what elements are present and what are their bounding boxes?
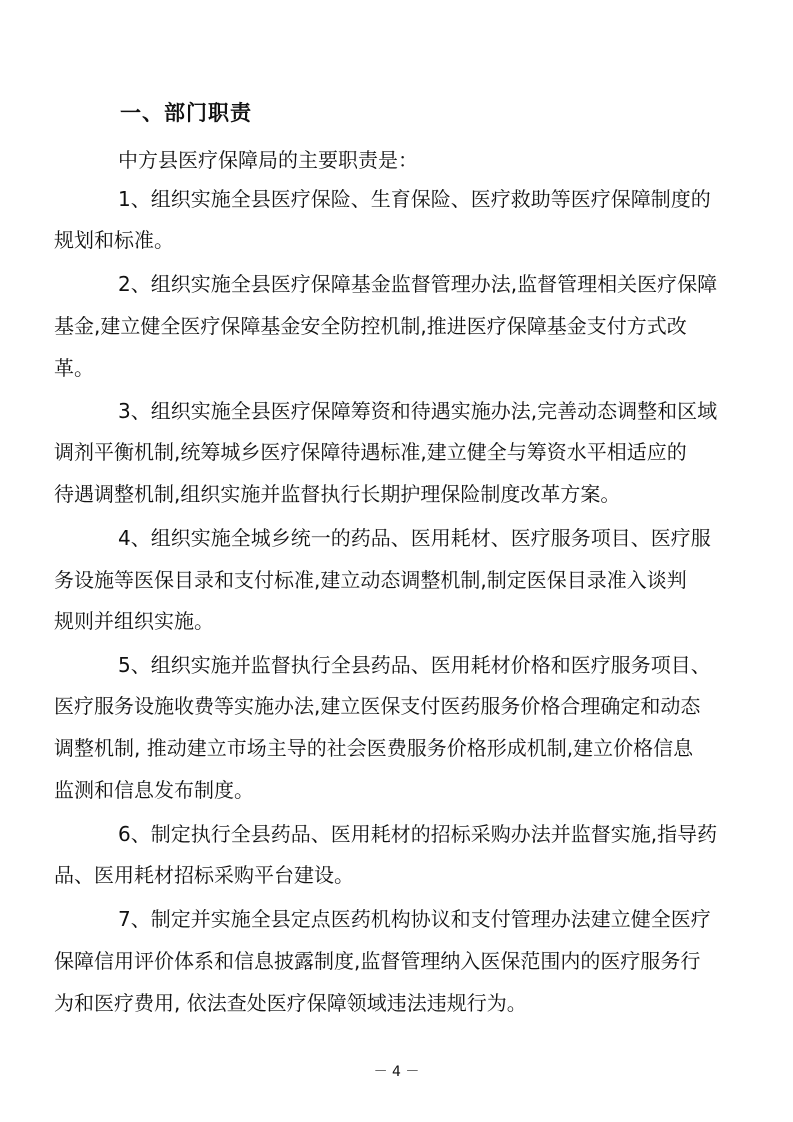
duty-4-line-3: 规则并组织实施。 [54,609,214,633]
duty-3-line-3: 待遇调整机制,组织实施并监督执行长期护理保险制度改革方案。 [54,482,621,506]
duty-2-line-3: 革。 [54,356,94,380]
duty-5-line-1: 5、组织实施并监督执行全县药品、医用耗材价格和医疗服务项目、 [118,653,711,677]
duty-3-line-2: 调剂平衡机制,统筹城乡医疗保障待遇标准,建立健全与筹资水平相适应的 [54,440,687,464]
duty-5-line-4: 监测和信息发布制度。 [54,778,254,802]
duty-3-line-1: 3、组织实施全县医疗保障筹资和待遇实施办法,完善动态调整和区域 [118,399,718,423]
duty-7-line-3: 为和医疗费用, 依法查处医疗保障领域违法违规行为。 [54,991,527,1015]
page-number: － 4 － [373,1064,420,1080]
duty-7-line-1: 7、制定并实施全县定点医药机构协议和支付管理办法建立健全医疗 [118,907,711,931]
duty-6-line-2: 品、医用耗材招标采购平台建设。 [54,863,354,887]
duty-1-line-1: 1、组织实施全县医疗保险、生育保险、医疗救助等医疗保障制度的 [118,187,711,211]
duty-2-line-1: 2、组织实施全县医疗保障基金监督管理办法,监督管理相关医疗保障 [118,272,718,296]
duty-4-line-1: 4、组织实施全城乡统一的药品、医用耗材、医疗服务项目、医疗服 [118,526,711,550]
duty-5-line-2: 医疗服务设施收费等实施办法,建立医保支付医药服务价格合理确定和动态 [54,694,701,718]
duty-7-line-2: 保障信用评价体系和信息披露制度,监督管理纳入医保范围内的医疗服务行 [54,949,701,973]
duty-4-line-2: 务设施等医保目录和支付标准,建立动态调整机制,制定医保目录准入谈判 [54,568,687,592]
duty-2-line-2: 基金,建立健全医疗保障基金安全防控机制,推进医疗保障基金支付方式改 [54,314,687,338]
intro-text: 中方县医疗保障局的主要职责是： [118,148,418,172]
duty-1-line-2: 规划和标准。 [54,228,174,252]
duty-5-line-3: 调整机制, 推动建立市场主导的社会医费服务价格形成机制,建立价格信息 [54,736,694,760]
duty-6-line-1: 6、制定执行全县药品、医用耗材的招标采购办法并监督实施,指导药 [118,822,718,846]
section-heading: 一、部门职责 [120,101,252,125]
